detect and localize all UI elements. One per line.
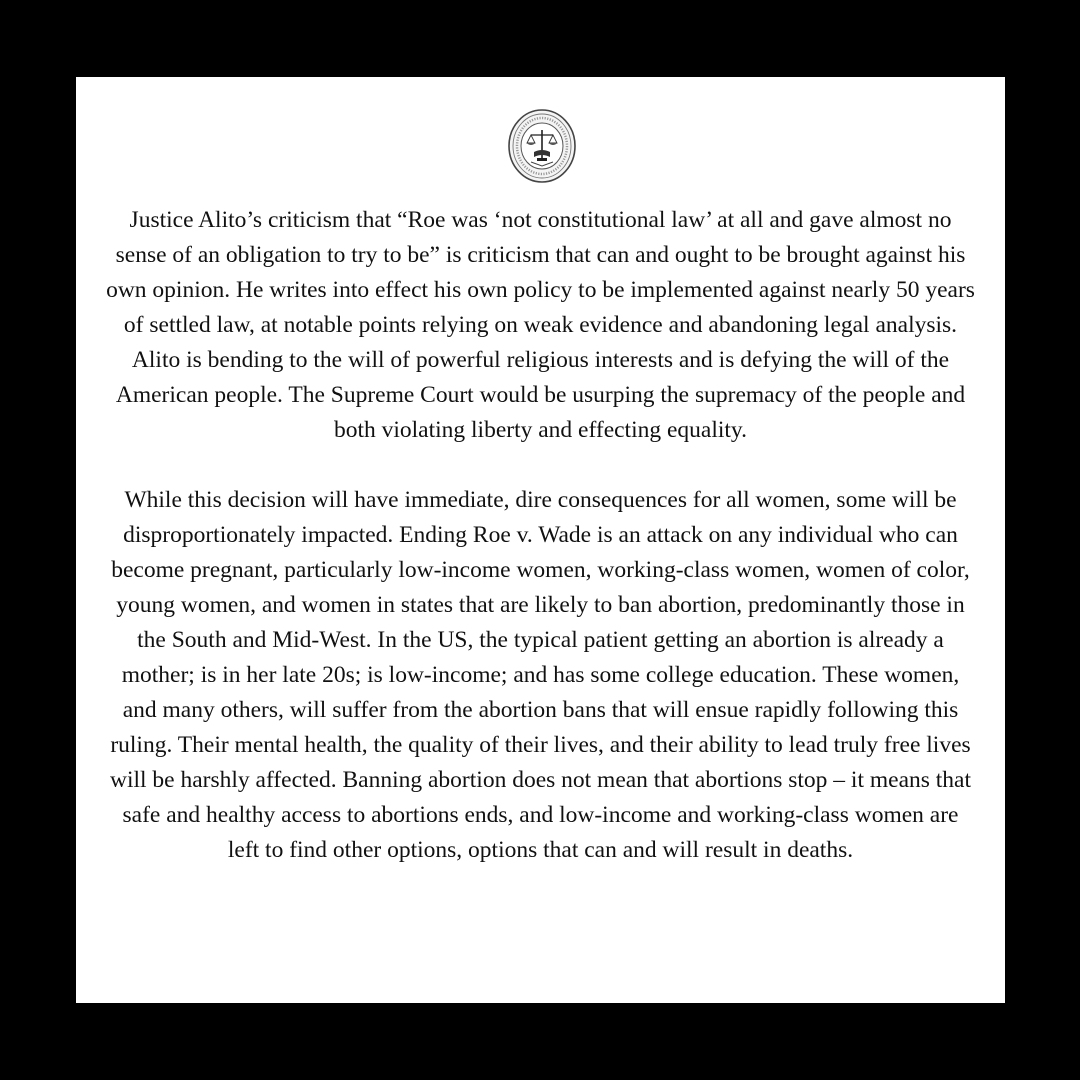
paragraph-2: While this decision will have immediate, dire consequences for all women, some will be disproportionately impacted. Ending Roe v. Wade is an attack on any individual who can become pregnant, particularly low-income women, working-class women, women of color, young women, and women in states that are likely to ban abortion, predominantly those in the South and Mid-West. In the US, the typical patient getting an abortion is already a mother; is in her late 20s; is low-income; and has some college education. These women, and many others, will suffer from the abortion bans that will ensue rapidly following this ruling. Their mental health, the quality of their lives, and their ability to lead truly free lives will be harshly affected. Banning abortion does not mean that abortions stop – it means that safe and healthy access to abortions ends, and low-income and working-class women are left to find other options, options that can and will result in deaths. bbox=[109, 487, 972, 863]
statement-text bbox=[104, 203, 977, 868]
content-card bbox=[76, 77, 1005, 1003]
paragraph-1: Justice Alito’s criticism that “Roe was ‘not constitutional law’ at all and gave almost no sense of an obligation to try to be” is criticism that can and ought to be brought against his own opinion. He writes into effect his own policy to be implemented against nearly 50 years of settled law, at notable points relying on weak evidence and abandoning legal analysis. Alito is bending to the will of powerful religious interests and is defying the will of the American people. The Supreme Court would be usurping the supremacy of the people and both violating liberty and effecting equality. bbox=[106, 207, 975, 443]
seal-emblem-icon bbox=[507, 108, 577, 184]
